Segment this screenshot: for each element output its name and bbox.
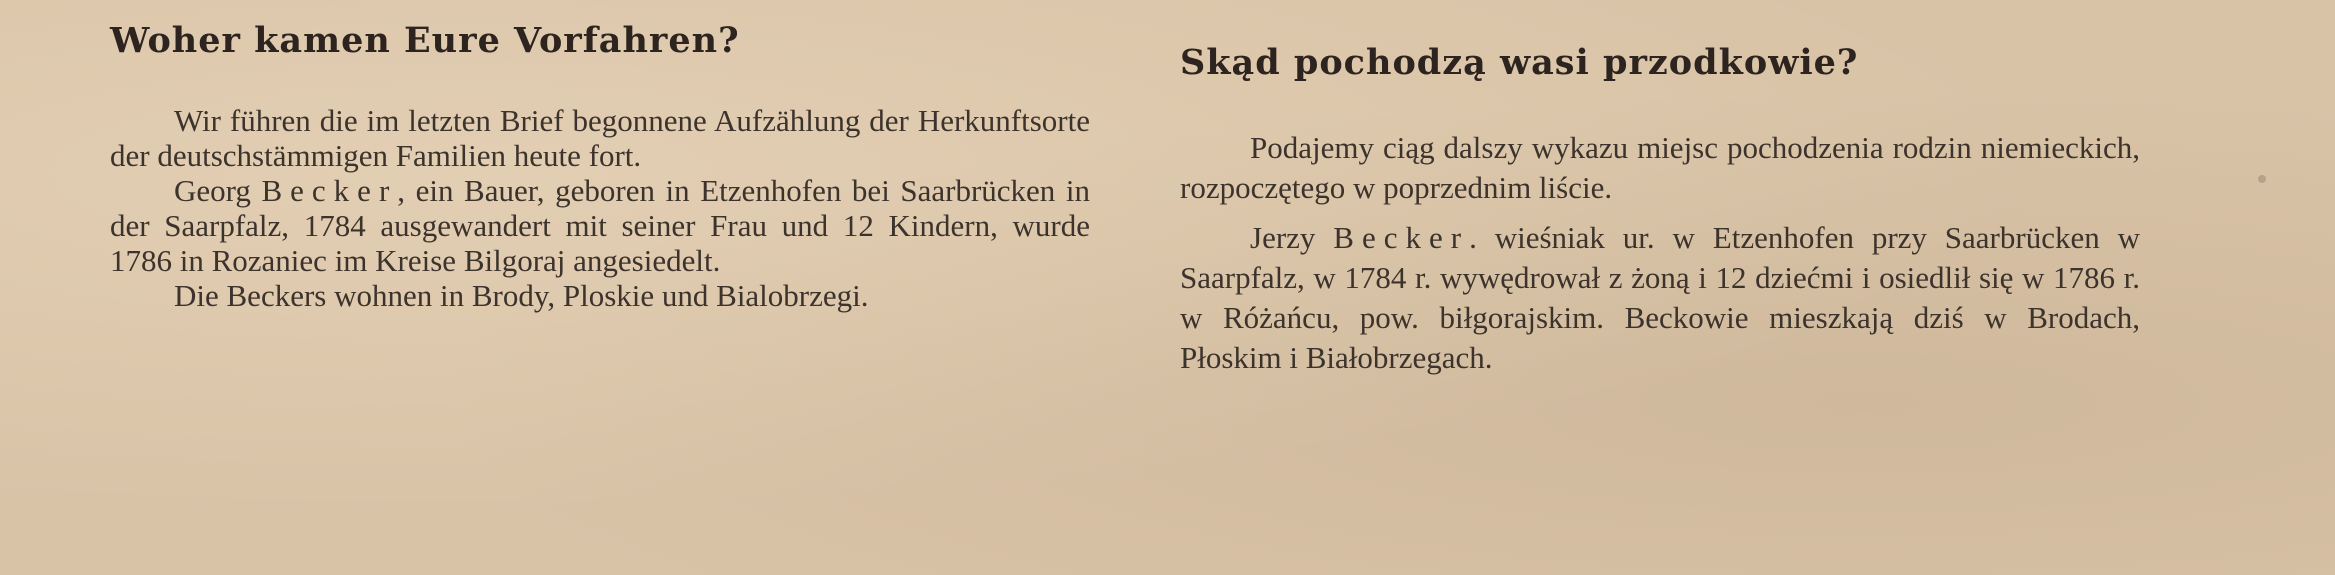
german-article-title: Woher kamen Eure Vorfahren? — [110, 20, 740, 61]
german-surname-spaced: Becker — [261, 173, 398, 208]
polish-paragraph-becker-text: . wieśniak ur. w Etzenhofen przy Saarbrücken w Saarpfalz, w 1784 r. wywędrował z żoną i 12 dziećmi i osiedlił się w 1786 r. w Różańcu, pow. biłgorajskim. Beckowie mieszkają dziś w Brodach, Płoskim i Białobrzegach. — [1180, 220, 2140, 375]
paper-speck — [2258, 175, 2266, 183]
polish-name-prefix: Jerzy — [1250, 220, 1334, 255]
german-paragraph-intro: Wir führen die im letzten Brief begonnene Aufzählung der Herkunftsorte der deutschstämmigen Familien heute fort. — [110, 103, 1090, 173]
polish-surname-spaced: Becker — [1333, 220, 1470, 255]
german-paragraph-residence: Die Beckers wohnen in Brody, Ploskie und Bialobrzegi. — [174, 278, 869, 313]
polish-paragraph-intro: Podajemy ciąg dalszy wykazu miejsc pochodzenia rodzin niemieckich, rozpoczętego w poprzednim liście. — [1180, 130, 2140, 205]
polish-article-title: Skąd pochodzą wasi przodkowie? — [1180, 42, 1859, 83]
german-article-body — [110, 103, 1090, 313]
german-name-prefix: Georg — [174, 173, 262, 208]
german-paragraph-becker — [110, 173, 1090, 278]
german-paragraph-becker-text: , ein Bauer, geboren in Etzenhofen bei Saarbrücken in der Saarpfalz, 1784 ausgewandert mit seiner Frau und 12 Kindern, wurde 1786 in Rozaniec im Kreise Bilgoraj angesiedelt. — [110, 173, 1090, 278]
polish-article-body — [1180, 128, 2140, 388]
polish-paragraph-becker — [1180, 218, 2140, 378]
